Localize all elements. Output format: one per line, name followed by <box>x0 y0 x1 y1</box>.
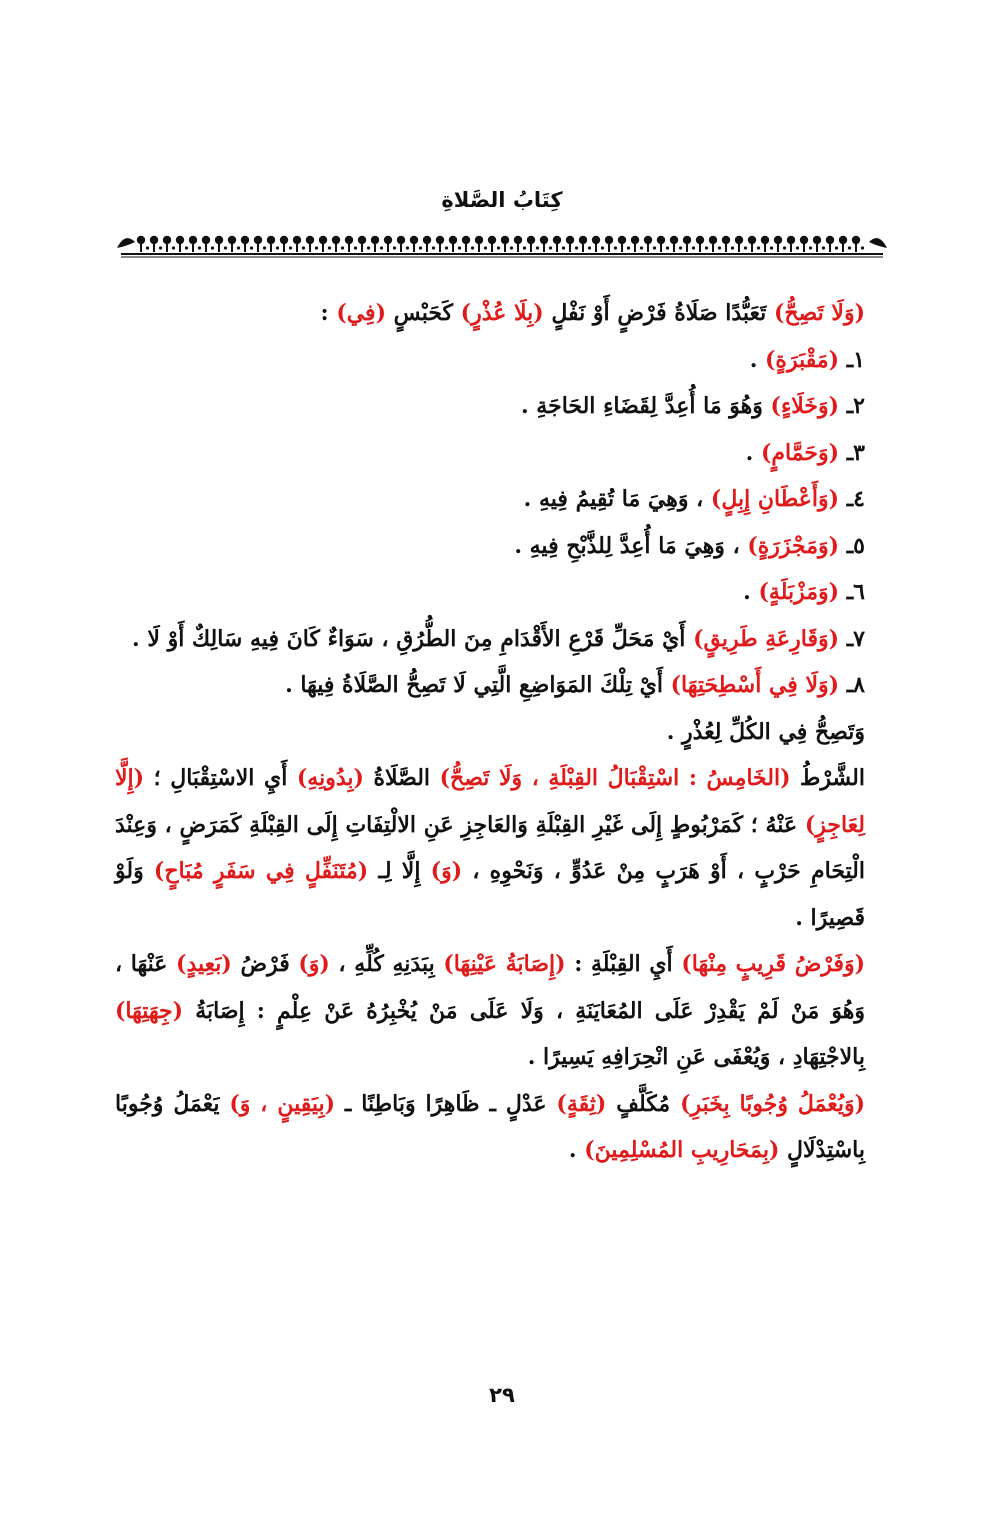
highlighted-text: (وَحَمَّامٍ) <box>760 439 840 466</box>
paragraph <box>115 616 891 663</box>
highlighted-text: (وَقَارِعَةِ طَرِيقٍ) <box>693 625 840 652</box>
paragraph <box>115 1081 891 1174</box>
highlighted-text: (جِهَتِهَا) <box>115 997 184 1024</box>
body-segment: . <box>745 439 761 466</box>
body-segment: : <box>320 300 337 326</box>
highlighted-text: (بِيَقِينٍ ، وَ) <box>229 1090 336 1117</box>
body-segment: . <box>568 1137 585 1163</box>
paragraph <box>115 662 891 709</box>
body-text <box>115 290 891 1174</box>
paragraph <box>115 523 891 570</box>
body-segment: وَتَصِحُّ فِي الكُلِّ لِعُذْرٍ . <box>666 718 865 745</box>
body-segment: ١ـ <box>839 346 865 373</box>
body-segment: يَعْمَلُ وُجُوبًا بِاسْتِدْلَالٍ <box>115 1090 865 1163</box>
highlighted-text: (فِي) <box>336 300 386 326</box>
paragraph <box>115 290 891 337</box>
body-segment: إِلَّا لِـ <box>368 858 431 884</box>
body-segment: ٢ـ <box>839 393 865 419</box>
highlighted-text: (بَعِيدٍ) <box>176 951 232 977</box>
body-segment: . <box>743 579 759 605</box>
highlighted-text: (مُتَنَفِّلٍ فِي سَفَرٍ مُبَاحٍ) <box>153 858 369 884</box>
highlighted-text: (الخَامِسُ : اسْتِقْبَالُ القِبْلَةِ ، وَلَا تَصِحُّ) <box>439 765 791 791</box>
body-segment: ٣ـ <box>839 439 865 466</box>
body-segment: أَيْ مَحَلِّ قَرْعِ الأَقْدَامِ مِنَ الطُّرُقِ ، سَوَاءٌ كَانَ فِيهِ سَالِكٌ أَوْ لَا . <box>132 625 694 652</box>
highlighted-text: (وَفَرْضُ قَرِيبٍ مِنْهَا) <box>681 951 865 977</box>
chapter-title: كِتَابُ الصَّلاةِ <box>441 188 563 212</box>
body-segment: ٨ـ <box>839 672 865 698</box>
paragraph <box>115 941 891 1081</box>
ornament-border-icon <box>115 228 889 258</box>
body-segment: أَيِ الاسْتِقْبَالِ ؛ <box>144 765 297 791</box>
highlighted-text: (وَخَلَاءٍ) <box>770 393 840 419</box>
body-segment: وَلَوْ قَصِيرًا . <box>115 858 865 931</box>
body-segment: تَعَبُّدًا صَلَاةُ فَرْضٍ أَوْ نَفْلٍ <box>543 300 774 326</box>
highlighted-text: (بِمَحَارِيبِ المُسْلِمِينَ) <box>584 1137 780 1163</box>
body-segment: ، وَهِيَ مَا أُعِدَّ لِلذَّبْحِ فِيهِ . <box>514 532 748 559</box>
body-segment: . <box>749 346 766 373</box>
paragraph <box>115 569 891 616</box>
body-segment: أَيْ تِلْكَ المَوَاضِعِ الَّتِي لَا تَصِحُّ الصَّلَاةُ فِيهَا . <box>285 672 671 698</box>
paragraph <box>115 755 891 941</box>
body-segment: عَنْهَا ، وَهُوَ مَنْ لَمْ يَقْدِرْ عَلَى المُعَايَنَةِ ، وَلَا عَلَى مَنْ يُخْبِرُهُ عَنْ عِلْمٍ : إِصَابَةُ <box>115 951 865 1024</box>
highlighted-text: (مَقْبَرَةٍ) <box>765 346 840 373</box>
highlighted-text: (بِدُونِهِ) <box>296 765 364 791</box>
paragraph <box>115 337 891 384</box>
body-segment: وَهُوَ مَا أُعِدَّ لِقَضَاءِ الحَاجَةِ . <box>520 393 771 419</box>
paragraph <box>115 476 891 523</box>
paragraph <box>115 709 891 756</box>
paragraph <box>115 430 891 477</box>
page-number: ٢٩ <box>489 1383 515 1407</box>
body-segment: ٧ـ <box>839 625 865 652</box>
body-segment: عَنْهُ ؛ كَمَرْبُوطٍ إِلَى غَيْرِ القِبْلَةِ وَالعَاجِزِ عَنِ الالْتِفَاتِ إِلَى القِبْلَةِ كَمَرَضٍ ، وَعِنْدَ الْتِحَامِ حَرْبٍ ، أَوْ هَرَبٍ مِنْ عَدُوٍّ ، وَنَحْوِهِ ، <box>115 811 865 884</box>
highlighted-text: (وَلَا تَصِحُّ) <box>773 300 865 326</box>
body-segment: عَدْلٍ ـ ظَاهِرًا وَبَاطِنًا ـ <box>335 1090 557 1117</box>
body-segment: الشَّرْطُ <box>790 765 865 791</box>
highlighted-text: (وَمَزْبَلَةٍ) <box>758 579 840 605</box>
body-segment: ، وَهِيَ مَا تُقِيمُ فِيهِ . <box>523 486 711 512</box>
body-segment: ٥ـ <box>839 532 865 559</box>
body-segment: بِبَدَنِهِ كُلِّهِ ، <box>329 951 444 977</box>
highlighted-text: (وَمَجْزَرَةٍ) <box>747 532 840 559</box>
body-segment: كَحَبْسٍ <box>385 300 461 326</box>
paragraph <box>115 383 891 430</box>
highlighted-text: (وَلَا فِي أَسْطِحَتِهَا) <box>670 672 840 698</box>
body-segment: بِالاجْتِهَادِ ، وَيُعْفَى عَنِ انْحِرَافِهِ يَسِيرًا . <box>527 1044 865 1070</box>
highlighted-text: (وَ) <box>298 951 330 977</box>
highlighted-text: (وَأَعْطَانِ إِبِلٍ) <box>710 486 840 512</box>
body-segment: أَيِ القِبْلَةِ : <box>565 951 682 977</box>
highlighted-text: (وَ) <box>430 858 463 884</box>
body-segment: فَرْضُ <box>231 951 299 977</box>
highlighted-text: (إِلَّا لِعَاجِزٍ) <box>115 765 865 838</box>
body-segment: مُكَلَّفٍ <box>606 1090 681 1117</box>
body-segment: ٤ـ <box>839 486 865 512</box>
highlighted-text: (إِصَابَةُ عَيْنِهَا) <box>443 951 566 977</box>
highlighted-text: (ثِقَةٍ) <box>556 1090 607 1117</box>
body-segment: ٦ـ <box>839 579 865 605</box>
body-segment: الصَّلَاةُ <box>363 765 440 791</box>
highlighted-text: (بِلَا عُذْرٍ) <box>460 300 544 326</box>
highlighted-text: (وَيُعْمَلُ وُجُوبًا بِخَبَرِ) <box>680 1090 866 1117</box>
